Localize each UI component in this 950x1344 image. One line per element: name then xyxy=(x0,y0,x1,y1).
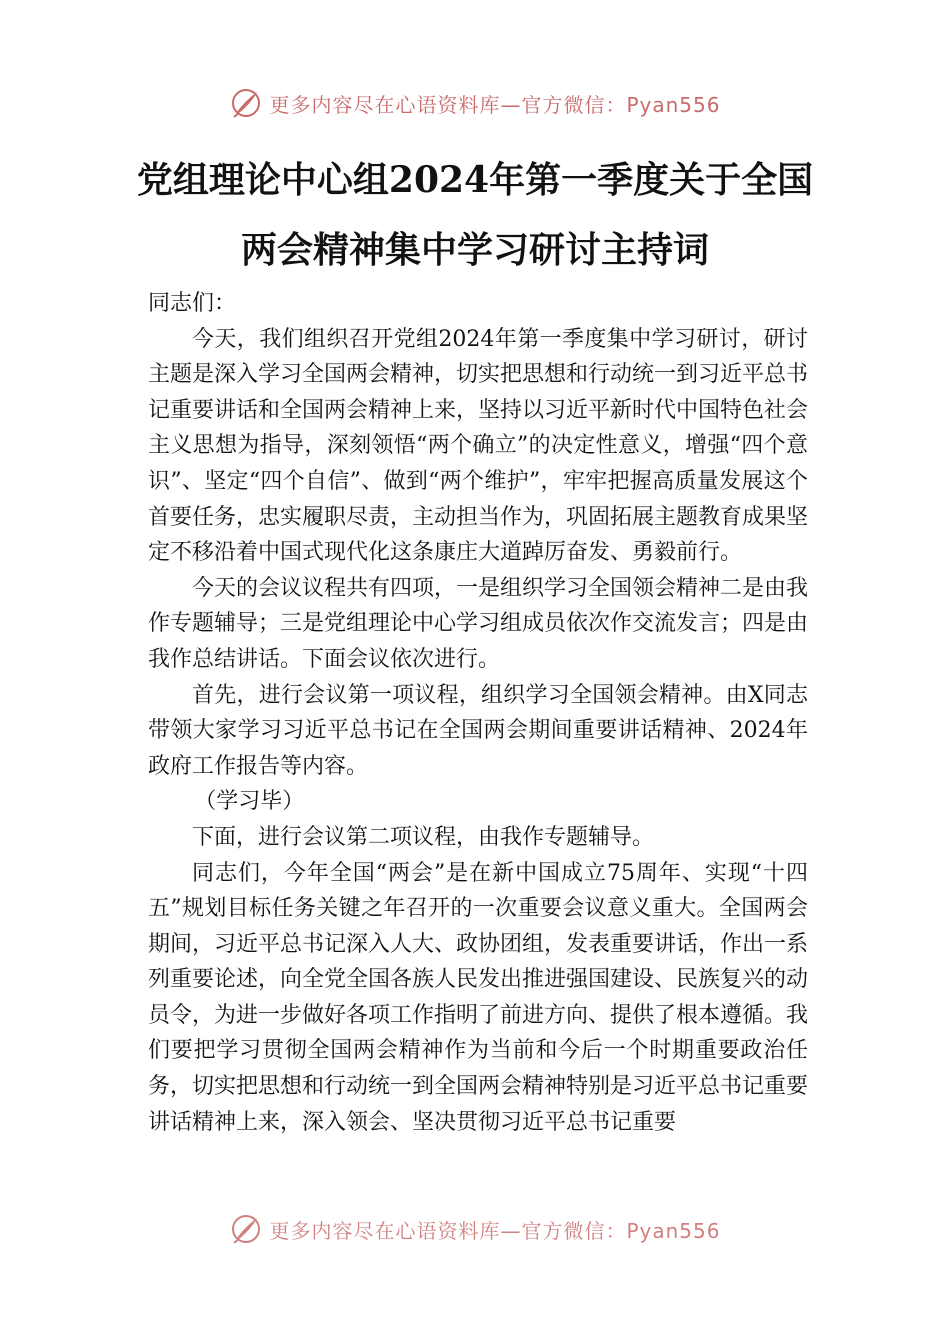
document-title-line-1: 党组理论中心组2024年第一季度关于全国 xyxy=(136,159,814,201)
paragraph: 下面，进行会议第二项议程，由我作专题辅导。 xyxy=(192,824,655,850)
paragraph: 今天，我们组织召开党组2024年第一季度集中学习研讨，研讨主题是深入学习全国两会精神，切实把思想和行动统一到习近平总书记重要讲话和全国两会精神上来，坚持以习近平新时代中国特色社会主义思想为指导，深刻领悟“两个确立”的决定性意义，增强“四个意识”、坚定“四个自信”、做到“两个维护”，牢牢把握高质量发展这个首要任务，忠实履职尽责，主动担当作为，巩固拓展主题教育成果坚定不移沿着中国式现代化这条康庄大道踔厉奋发、勇毅前行。 xyxy=(148,326,809,566)
paragraph: 首先，进行会议第一项议程，组织学习全国领会精神。由X同志带领大家学习习近平总书记在全国两会期间重要讲话精神、2024年政府工作报告等内容。 xyxy=(148,682,808,779)
watermark-footer xyxy=(0,1212,950,1246)
watermark-header xyxy=(0,86,950,120)
paragraph: 今天的会议议程共有四项，一是组织学习全国领会精神二是由我作专题辅导；三是党组理论中心学习组成员依次作交流发言；四是由我作总结讲话。下面会议依次进行。 xyxy=(148,575,809,672)
watermark-text: 更多内容尽在心语资料库—官方微信：Pyan556 xyxy=(269,92,721,117)
greeting: 同志们： xyxy=(148,291,237,316)
document-body xyxy=(148,286,808,1140)
paragraph: 同志们，今年全国“两会”是在新中国成立75周年、实现“十四五”规划目标任务关键之年召开的一次重要会议意义重大。全国两会期间，习近平总书记深入人大、政协团组，发表重要讲话，作出一系列重要论述，向全党全国各族人民发出推进强国建设、民族复兴的动员令，为进一步做好各项工作指明了前进方向、提供了根本遵循。我们要把学习贯彻全国两会精神作为当前和今后一个时期重要政治任务，切实把思想和行动统一到全国两会精神特别是习近平总书记重要讲话精神上来，深入领会、坚决贯彻习近平总书记重要 xyxy=(148,860,809,1135)
watermark-text: 更多内容尽在心语资料库—官方微信：Pyan556 xyxy=(269,1218,721,1243)
feather-logo-icon xyxy=(229,86,263,120)
document-title-line-2: 两会精神集中学习研讨主持词 xyxy=(240,229,709,271)
feather-logo-icon xyxy=(229,1212,263,1246)
paragraph-aside: （学习毕） xyxy=(194,789,305,815)
